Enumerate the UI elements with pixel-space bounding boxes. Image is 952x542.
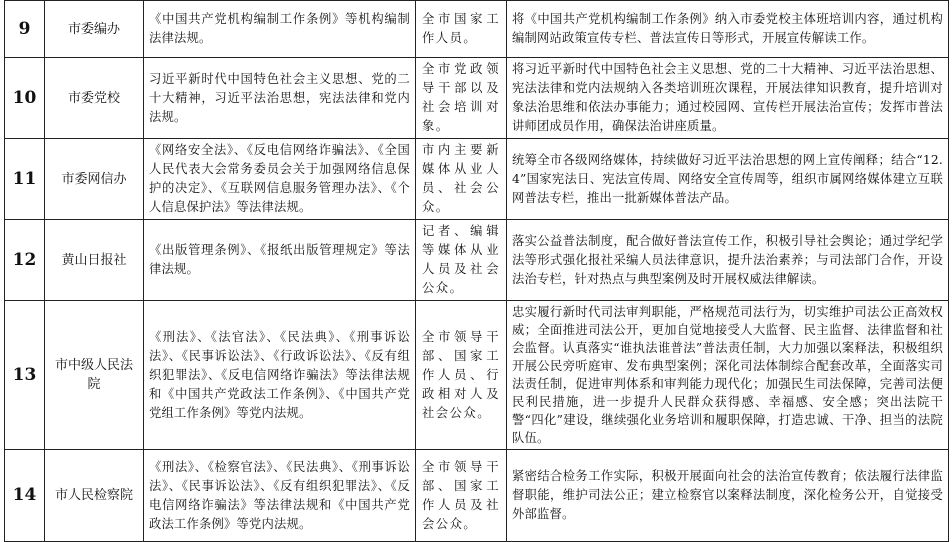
responsible-unit: 市委党校: [45, 58, 144, 139]
table-row-14: [5, 450, 949, 542]
responsible-unit: 市委编办: [45, 1, 144, 58]
work-content: 将习近平新时代中国特色社会主义思想、党的二十大精神、习近平法治思想、宪法法律和党内法规纳入各类培训班次课程，开展法律知识教育，提升培训对象法治思维和依法办事能力；通过校园网、宣传栏开展法治宣传；发挥市普法讲师团成员作用，确保法治讲座质量。: [507, 58, 949, 139]
target-audience: 全市国家工作人员。: [416, 1, 507, 58]
work-content: 忠实履行新时代司法审判职能，严格规范司法行为，切实维护司法公正高效权威；全面推进司法公开，更加自觉地接受人大监督、民主监督、法律监督和社会监督。认真落实“谁执法谁普法”普法责任制，大力加强以案释法，积极组织开展公民旁听庭审、发布典型案例；深化司法体制综合配套改革，全面落实司法责任制，促进审判体系和审判能力现代化；加强民生司法保障，完善司法便民利民措施，进一步提升人民群众获得感、幸福感、安全感；突出法院干警“四化”建设，继续强化业务培训和履职保障，打造忠诚、干净、担当的法院队伍。: [507, 301, 949, 450]
target-audience: 全市领导干部、国家工作人员、行政相对人及社会公众。: [416, 301, 507, 450]
work-content: 将《中国共产党机构编制工作条例》纳入市委党校主体班培训内容，通过机构编制网站政策宣传专栏、普法宣传日等形式，开展宣传解读工作。: [507, 1, 949, 58]
table-row-12: [5, 220, 949, 301]
work-content: 落实公益普法制度，配合做好普法宣传工作，积极引导社会舆论；通过学纪学法等形式强化报社采编人员法律意识，提升法治素养；与司法部门合作，开设法治专栏，针对热点与典型案例及时开展权威法律解读。: [507, 220, 949, 301]
table-row-10: [5, 58, 949, 139]
target-audience: 全市领导干部、国家工作人员及社会公众。: [416, 450, 507, 542]
table-row-11: [5, 139, 949, 220]
work-content: 紧密结合检务工作实际，积极开展面向社会的法治宣传教育；依法履行法律监督职能，维护司法公正；建立检察官以案释法制度，深化检务公开，自觉接受外部监督。: [507, 450, 949, 542]
laws-cell: 《出版管理条例》、《报纸出版管理规定》等法律法规。: [144, 220, 416, 301]
laws-cell: 《中国共产党机构编制工作条例》等机构编制法律法规。: [144, 1, 416, 58]
responsible-unit: 市人民检察院: [45, 450, 144, 542]
laws-cell: 《刑法》、《法官法》、《民法典》、《刑事诉讼法》、《民事诉讼法》、《行政诉讼法》、《反有组织犯罪法》、《反电信网络诈骗法》等法律法规和《中国共产党政法工作条例》、《中国共产党党组工作条例》等党内法规。: [144, 301, 416, 450]
responsible-unit: 黄山日报社: [45, 220, 144, 301]
row-number: 13: [5, 301, 45, 450]
laws-cell: 《网络安全法》、《反电信网络诈骗法》、《全国人民代表大会常务委员会关于加强网络信息保护的决定》、《互联网信息服务管理办法》、《个人信息保护法》等法律法规。: [144, 139, 416, 220]
target-audience: 市内主要新媒体从业人员、社会公众。: [416, 139, 507, 220]
law-publicity-table: [4, 0, 949, 542]
laws-cell: 习近平新时代中国特色社会主义思想、党的二十大精神，习近平法治思想，宪法法律和党内法规。: [144, 58, 416, 139]
row-number: 10: [5, 58, 45, 139]
work-content: 统筹全市各级网络媒体，持续做好习近平法治思想的网上宣传阐释；结合“12.4”国家宪法日、宪法宣传周、网络安全宣传周等，组织市属网络媒体建立互联网普法专栏，推出一批新媒体普法产品。: [507, 139, 949, 220]
responsible-unit: 市中级人民法院: [45, 301, 144, 450]
laws-cell: 《刑法》、《检察官法》、《民法典》、《刑事诉讼法》、《民事诉讼法》、《反有组织犯罪法》、《反电信网络诈骗法》等法律法规和《中国共产党政法工作条例》等党内法规。: [144, 450, 416, 542]
row-number: 9: [5, 1, 45, 58]
row-number: 14: [5, 450, 45, 542]
row-number: 11: [5, 139, 45, 220]
target-audience: 记者、编辑等媒体从业人员及社会公众。: [416, 220, 507, 301]
responsible-unit: 市委网信办: [45, 139, 144, 220]
table-row-13: [5, 301, 949, 450]
row-number: 12: [5, 220, 45, 301]
table-row-9: [5, 1, 949, 58]
target-audience: 全市党政领导干部以及社会培训对象。: [416, 58, 507, 139]
